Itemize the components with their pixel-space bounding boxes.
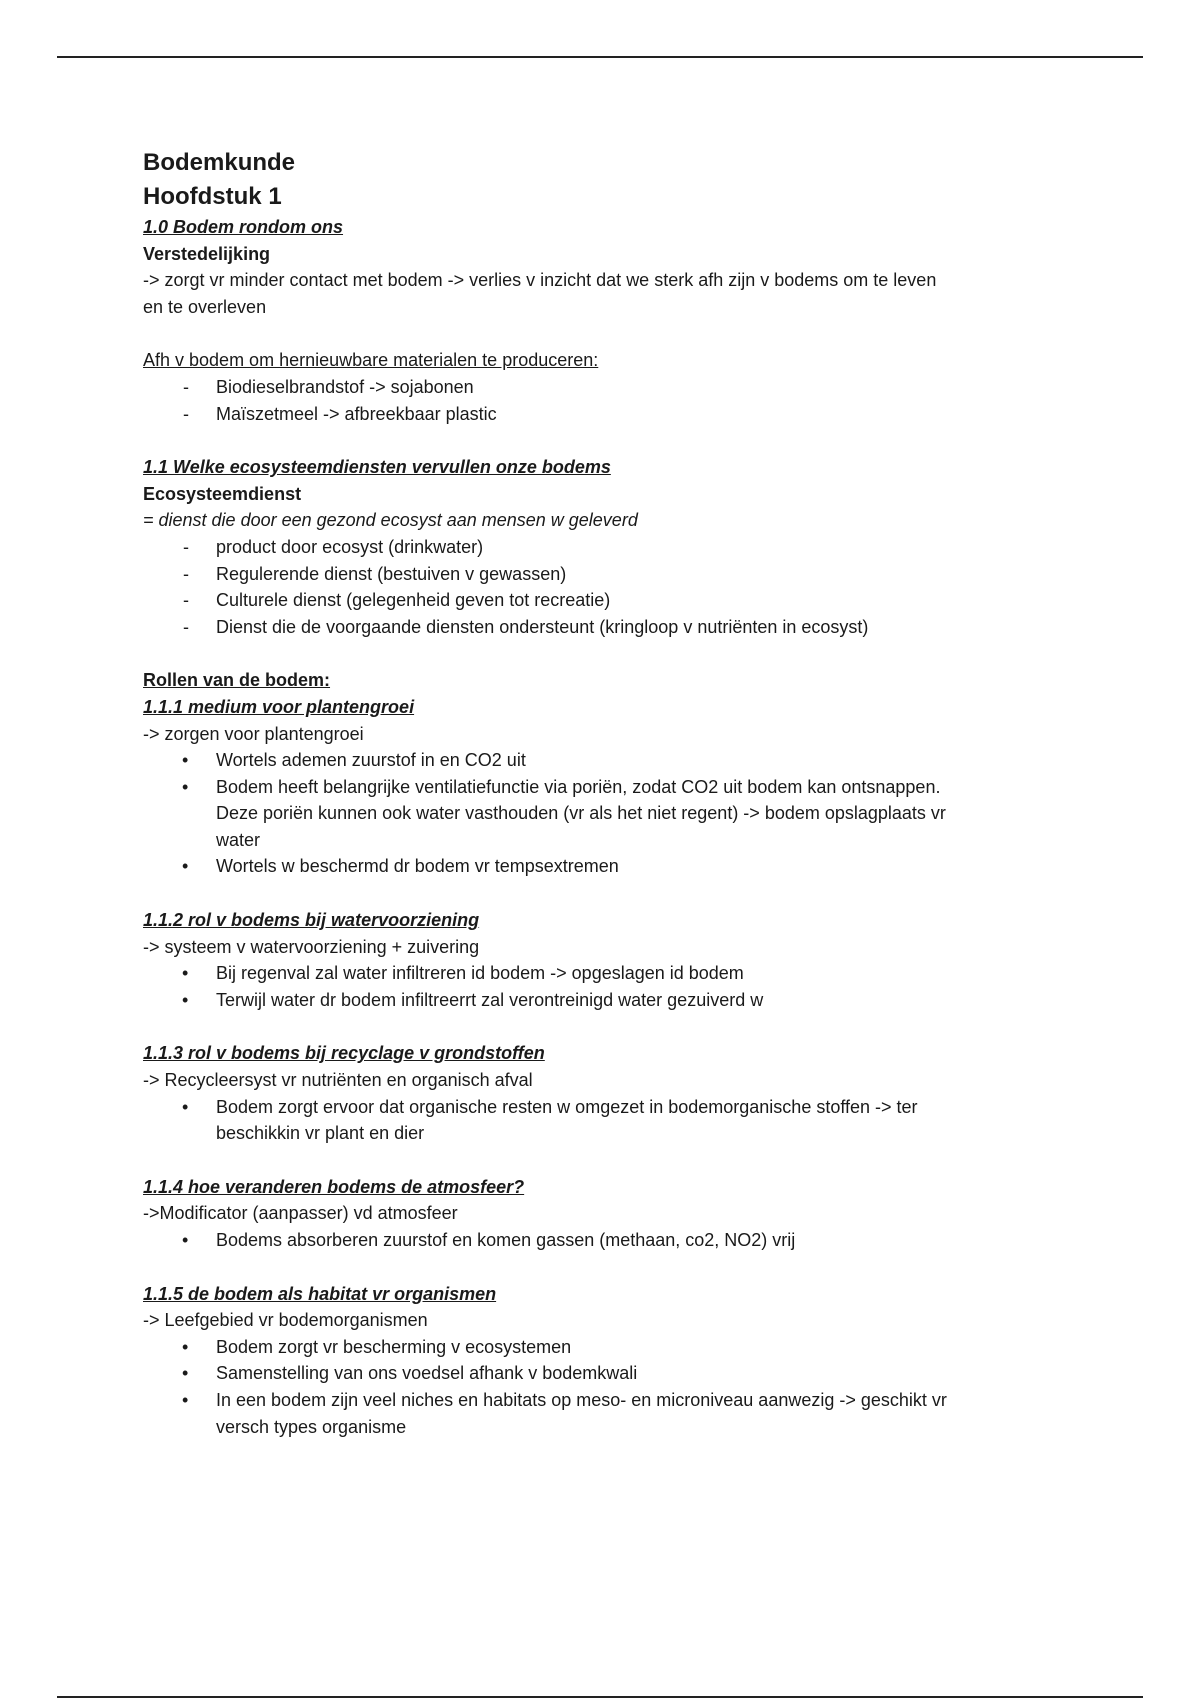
- bullet-list: [143, 747, 1063, 880]
- header-rule: [57, 56, 1143, 58]
- underlined-label: Afh v bodem om hernieuwbare materialen te produceren:: [143, 350, 599, 371]
- text-line: en te overleven: [143, 296, 267, 317]
- section-heading-1-1-2: 1.1.2 rol v bodems bij watervoorziening: [143, 910, 480, 931]
- text-line: versch types organisme: [216, 1416, 407, 1437]
- bullet-list: [143, 1334, 1063, 1440]
- text-line: beschikkin vr plant en dier: [216, 1123, 425, 1144]
- intro-line: ->Modificator (aanpasser) vd atmosfeer: [143, 1203, 458, 1224]
- document-title: Bodemkunde: [143, 149, 296, 176]
- dash-list: [143, 374, 1063, 427]
- chapter-title: Hoofdstuk 1: [143, 183, 282, 210]
- list-item: - Maïszetmeel -> afbreekbaar plastic: [143, 401, 1063, 428]
- text-line: Deze poriën kunnen ook water vasthouden (vr als het niet regent) -> bodem opslagplaats vr: [216, 803, 946, 824]
- section-heading-1-0: 1.0 Bodem rondom ons: [143, 217, 344, 237]
- section-heading-1-1-3: 1.1.3 rol v bodems bij recyclage v grondstoffen: [143, 1043, 545, 1064]
- list-item: [143, 1387, 1063, 1440]
- list-item: • Bij regenval zal water infiltreren id bodem -> opgeslagen id bodem: [143, 960, 1063, 987]
- list-item: • Bodem zorgt vr bescherming v ecosystemen: [143, 1334, 1063, 1361]
- subheading-ecosysteemdienst: Ecosysteemdienst: [143, 483, 302, 504]
- section-heading-1-1-5: 1.1.5 de bodem als habitat vr organismen: [143, 1283, 497, 1304]
- text-line: water: [216, 829, 261, 850]
- section-heading-1-1: 1.1 Welke ecosysteemdiensten vervullen onze bodems: [143, 457, 611, 478]
- list-item: - Dienst die de voorgaande diensten ondersteunt (kringloop v nutriënten in ecosyst): [143, 614, 1063, 641]
- section-heading-1-1-4: 1.1.4 hoe veranderen bodems de atmosfeer?: [143, 1176, 525, 1197]
- section-heading-1-1-1: 1.1.1 medium voor plantengroei: [143, 696, 415, 717]
- list-item: [143, 1094, 1063, 1147]
- list-item: • Bodems absorberen zuurstof en komen gassen (methaan, co2, NO2) vrij: [143, 1227, 1063, 1254]
- bullet-list: [143, 1094, 1063, 1147]
- list-item: - product door ecosyst (drinkwater): [143, 534, 1063, 561]
- bullet-list: [143, 1227, 1063, 1254]
- list-item: • Samenstelling van ons voedsel afhank v bodemkwali: [143, 1360, 1063, 1387]
- rollen-heading: Rollen van de bodem:: [143, 670, 331, 691]
- intro-line: -> Recycleersyst vr nutriënten en organisch afval: [143, 1070, 533, 1091]
- text-line: -> zorgt vr minder contact met bodem -> verlies v inzicht dat we sterk afh zijn v bodems om te leven: [143, 270, 937, 291]
- intro-line: -> systeem v watervoorziening + zuivering: [143, 936, 480, 957]
- bullet-list: [143, 960, 1063, 1013]
- list-item: • Wortels w beschermd dr bodem vr tempsextremen: [143, 853, 1063, 880]
- list-item: • Wortels ademen zuurstof in en CO2 uit: [143, 747, 1063, 774]
- list-item: - Culturele dienst (gelegenheid geven tot recreatie): [143, 587, 1063, 614]
- text-line: Bodem heeft belangrijke ventilatiefunctie via poriën, zodat CO2 uit bodem kan ontsnappen.: [216, 776, 941, 797]
- text-line: Bodem zorgt ervoor dat organische resten w omgezet in bodemorganische stoffen -> ter: [216, 1096, 918, 1117]
- list-item: - Regulerende dienst (bestuiven v gewassen): [143, 561, 1063, 588]
- text-line: In een bodem zijn veel niches en habitats op meso- en microniveau aanwezig -> geschikt vr: [216, 1389, 947, 1410]
- list-item: - Biodieselbrandstof -> sojabonen: [143, 374, 1063, 401]
- document-body: [143, 146, 1063, 1440]
- intro-line: -> Leefgebied vr bodemorganismen: [143, 1310, 428, 1331]
- intro-line: -> zorgen voor plantengroei: [143, 723, 364, 744]
- list-item: • Terwijl water dr bodem infiltreerrt zal verontreinigd water gezuiverd w: [143, 987, 1063, 1014]
- subheading-verstedelijking: Verstedelijking: [143, 243, 271, 264]
- dash-list: [143, 534, 1063, 640]
- list-item: [143, 774, 1063, 854]
- footer-rule: [57, 1696, 1143, 1698]
- definition-line: = dienst die door een gezond ecosyst aan mensen w geleverd: [143, 510, 638, 531]
